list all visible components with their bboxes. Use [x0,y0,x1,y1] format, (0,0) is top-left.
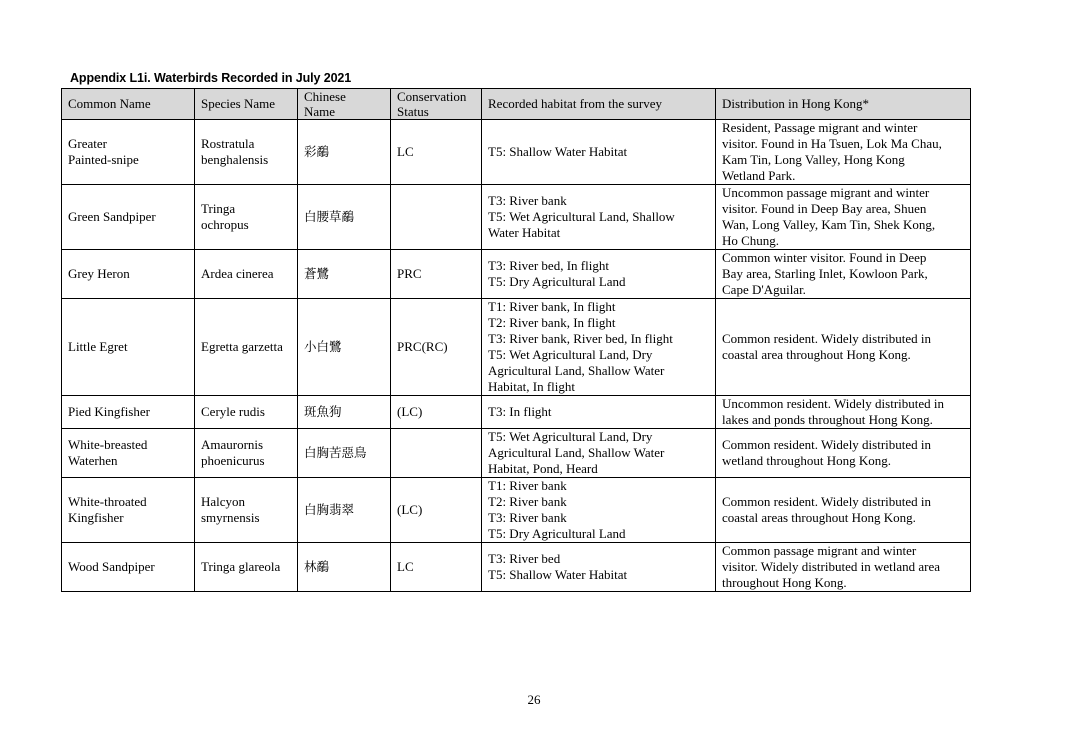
cell-distribution [716,396,971,429]
cell-line: Painted-snipe [68,152,139,167]
cell-line: Wood Sandpiper [68,559,155,574]
cell-species-name [195,120,298,185]
table-row [62,396,971,429]
cell-chinese-name: 白腰草鷸 [298,185,391,250]
table-body [62,120,971,592]
cell-chinese-name: 斑魚狗 [298,396,391,429]
cell-line: Green Sandpiper [68,209,156,224]
cell-line: Water Habitat [488,225,561,240]
cell-line: Habitat, In flight [488,379,576,394]
cell-line: T3: River bed [488,551,561,566]
cell-distribution [716,478,971,543]
cell-common-name [62,396,195,429]
cell-line: coastal area throughout Hong Kong. [722,347,911,362]
cell-line: smyrnensis [201,510,260,525]
cell-line: T5: Shallow Water Habitat [488,567,628,582]
cell-line: T5: Shallow Water Habitat [488,144,628,159]
cell-line: Uncommon passage migrant and winter [722,185,930,200]
cell-conservation-status: PRC(RC) [391,299,482,396]
cell-line: Habitat, Pond, Heard [488,461,598,476]
cell-line: Cape D'Aguilar. [722,282,806,297]
cell-line: T5: Dry Agricultural Land [488,274,626,289]
cell-line: Common resident. Widely distributed in [722,494,932,509]
cell-line: T3: River bank [488,193,567,208]
cell-species-name [195,543,298,592]
header-common-name: Common Name [62,89,195,120]
cell-line: Agricultural Land, Shallow Water [488,363,665,378]
cell-recorded-habitat [482,120,716,185]
cell-line: T1: River bank [488,478,567,493]
cell-conservation-status [391,185,482,250]
cell-line: Kam Tin, Long Valley, Hong Kong [722,152,905,167]
cell-line: Halcyon [201,494,246,509]
cell-line: benghalensis [201,152,269,167]
cell-line: T2: River bank, In flight [488,315,616,330]
table-header-row [62,89,971,120]
cell-line: Greater [68,136,107,151]
cell-chinese-name: 白胸翡翠 [298,478,391,543]
cell-line: Little Egret [68,339,128,354]
cell-line: Kingfisher [68,510,124,525]
cell-line: visitor. Found in Ha Tsuen, Lok Ma Chau, [722,136,942,151]
cell-line: visitor. Found in Deep Bay area, Shuen [722,201,927,216]
header-chinese-name [298,89,391,120]
cell-line: T5: Dry Agricultural Land [488,526,626,541]
cell-recorded-habitat [482,478,716,543]
table-row [62,478,971,543]
header-conservation-status [391,89,482,120]
cell-line: White-throated [68,494,147,509]
cell-recorded-habitat [482,396,716,429]
header-species-name: Species Name [195,89,298,120]
cell-line: wetland throughout Hong Kong. [722,453,891,468]
cell-line: Uncommon resident. Widely distributed in [722,396,945,411]
cell-line: T5: Wet Agricultural Land, Shallow [488,209,675,224]
cell-line: T5: Wet Agricultural Land, Dry [488,347,653,362]
cell-line: T3: River bank [488,510,567,525]
cell-distribution [716,120,971,185]
cell-common-name [62,299,195,396]
header-conservation-status-text: Conservation Status [397,89,467,119]
cell-species-name [195,478,298,543]
waterbirds-table [61,88,971,592]
cell-species-name [195,299,298,396]
cell-line: Rostratula [201,136,255,151]
table-caption: Appendix L1i. Waterbirds Recorded in July 2021 [70,71,352,85]
cell-conservation-status: PRC [391,250,482,299]
cell-distribution [716,299,971,396]
cell-common-name [62,185,195,250]
table-row [62,120,971,185]
cell-common-name [62,478,195,543]
cell-conservation-status: LC [391,543,482,592]
cell-line: ochropus [201,217,249,232]
cell-recorded-habitat [482,250,716,299]
cell-conservation-status: (LC) [391,396,482,429]
header-distribution: Distribution in Hong Kong* [716,89,971,120]
cell-line: T2: River bank [488,494,567,509]
cell-line: Ceryle rudis [201,404,265,419]
cell-recorded-habitat [482,429,716,478]
cell-line: throughout Hong Kong. [722,575,847,590]
cell-line: Common resident. Widely distributed in [722,437,932,452]
cell-line: Tringa [201,201,236,216]
table-row [62,429,971,478]
cell-recorded-habitat [482,185,716,250]
cell-conservation-status: (LC) [391,478,482,543]
cell-line: phoenicurus [201,453,265,468]
cell-common-name [62,543,195,592]
page-number: 26 [527,692,541,707]
cell-line: Ho Chung. [722,233,780,248]
cell-line: coastal areas throughout Hong Kong. [722,510,916,525]
cell-line: Wetland Park. [722,168,796,183]
cell-line: Resident, Passage migrant and winter [722,120,918,135]
cell-common-name [62,429,195,478]
cell-line: Wan, Long Valley, Kam Tin, Shek Kong, [722,217,936,232]
cell-recorded-habitat [482,543,716,592]
cell-species-name [195,250,298,299]
cell-common-name [62,120,195,185]
cell-line: Egretta garzetta [201,339,283,354]
cell-line: Common passage migrant and winter [722,543,917,558]
cell-chinese-name: 蒼鷺 [298,250,391,299]
header-recorded-habitat: Recorded habitat from the survey [482,89,716,120]
table-row [62,185,971,250]
cell-species-name [195,396,298,429]
cell-recorded-habitat [482,299,716,396]
table-row [62,299,971,396]
cell-line: lakes and ponds throughout Hong Kong. [722,412,933,427]
cell-line: Grey Heron [68,266,130,281]
cell-conservation-status: LC [391,120,482,185]
cell-chinese-name: 白胸苦惡鳥 [298,429,391,478]
cell-line: Waterhen [68,453,118,468]
cell-line: T3: River bank, River bed, In flight [488,331,673,346]
cell-common-name [62,250,195,299]
cell-species-name [195,185,298,250]
table-row [62,250,971,299]
cell-line: Agricultural Land, Shallow Water [488,445,665,460]
cell-distribution [716,429,971,478]
cell-line: Common resident. Widely distributed in [722,331,932,346]
cell-chinese-name: 林鷸 [298,543,391,592]
cell-line: T3: River bed, In flight [488,258,609,273]
cell-line: White-breasted [68,437,148,452]
cell-line: T5: Wet Agricultural Land, Dry [488,429,653,444]
cell-line: Pied Kingfisher [68,404,150,419]
cell-distribution [716,185,971,250]
cell-conservation-status [391,429,482,478]
cell-distribution [716,543,971,592]
cell-distribution [716,250,971,299]
header-chinese-name-text: Chinese Name [304,89,346,119]
cell-line: Tringa glareola [201,559,281,574]
cell-line: T1: River bank, In flight [488,299,616,314]
cell-line: visitor. Widely distributed in wetland area [722,559,941,574]
cell-line: Bay area, Starling Inlet, Kowloon Park, [722,266,928,281]
cell-line: Common winter visitor. Found in Deep [722,250,927,265]
cell-species-name [195,429,298,478]
cell-chinese-name: 小白鷺 [298,299,391,396]
table-row [62,543,971,592]
cell-line: T3: In flight [488,404,552,419]
cell-line: Ardea cinerea [201,266,274,281]
cell-line: Amaurornis [201,437,264,452]
cell-chinese-name: 彩鷸 [298,120,391,185]
